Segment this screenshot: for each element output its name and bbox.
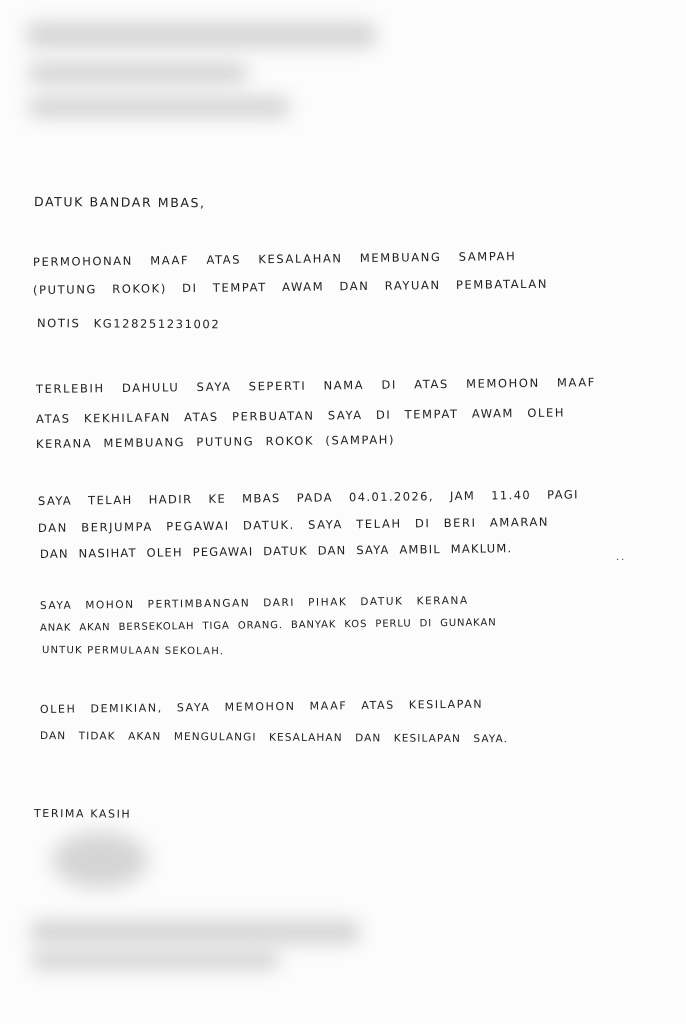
para3-line-3: UNTUK PERMULAAN SEKOLAH.	[41, 645, 225, 658]
para4-line-1: OLEH DEMIKIAN, SAYA MEMOHON MAAF ATAS KESILAPAN	[39, 697, 484, 716]
redacted-footer-line-1	[30, 920, 360, 944]
para3-line-2: ANAK AKAN BERSEKOLAH TIGA ORANG. BANYAK KOS PERLU DI GUNAKAN	[39, 617, 497, 634]
para1-line-1: TERLEBIH DAHULU SAYA SEPERTI NAMA DI ATAS MEMOHON MAAF	[35, 375, 597, 396]
stray-marks: ..	[616, 552, 627, 563]
para2-line-1: SAYA TELAH HADIR KE MBAS PADA 04.01.2026, JAM 11.40 PAGI	[37, 487, 579, 508]
salutation: DATUK BANDAR MBAS,	[33, 194, 206, 211]
para2-line-3: DAN NASIHAT OLEH PEGAWAI DATUK DAN SAYA AMBIL MAKLUM.	[39, 541, 513, 561]
redacted-signature	[52, 832, 148, 888]
subject-line-2: (PUTUNG ROKOK) DI TEMPAT AWAM DAN RAYUAN PEMBATALAN	[32, 276, 549, 297]
redacted-header-line-3	[28, 96, 290, 118]
subject-line-1: PERMOHONAN MAAF ATAS KESALAHAN MEMBUANG SAMPAH	[32, 249, 517, 269]
closing: TERIMA KASIH	[33, 807, 132, 821]
para2-line-2: DAN BERJUMPA PEGAWAI DATUK. SAYA TELAH DI BERI AMARAN	[37, 514, 550, 535]
notice-number: NOTIS KG128251231002	[36, 316, 221, 332]
para4-line-2: DAN TIDAK AKAN MENGULANGI KESALAHAN DAN KESILAPAN SAYA.	[39, 730, 509, 746]
redacted-header-line-1	[26, 22, 376, 48]
para3-line-1: SAYA MOHON PERTIMBANGAN DARI PIHAK DATUK KERANA	[39, 594, 469, 612]
redacted-header-line-2	[28, 62, 248, 84]
redacted-footer-line-2	[30, 950, 280, 970]
para1-line-2: ATAS KEKHILAFAN ATAS PERBUATAN SAYA DI TEMPAT AWAM OLEH	[35, 405, 566, 426]
para1-line-3: KERANA MEMBUANG PUTUNG ROKOK (SAMPAH)	[35, 432, 396, 451]
